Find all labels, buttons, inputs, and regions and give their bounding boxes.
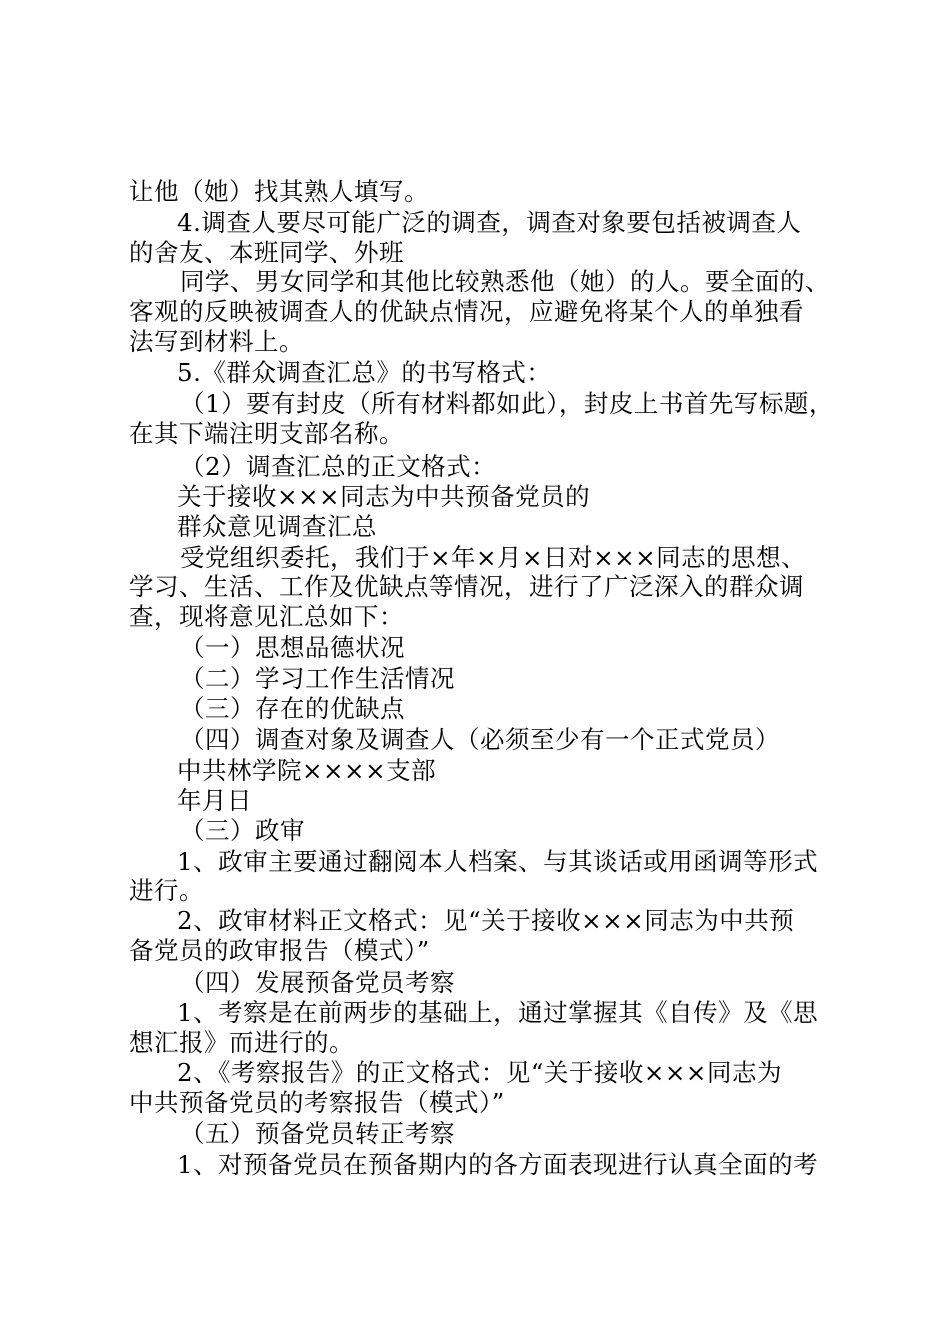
text-line: 2、《考察报告》的正文格式：见“关于接收×××同志为 xyxy=(177,1058,782,1087)
text-line: 1、政审主要通过翻阅本人档案、与其谈话或用函调等形式 xyxy=(177,847,819,876)
text-line: 备党员的政审报告（模式）” xyxy=(129,936,430,965)
text-line: 受党组织委托，我们于×年×月×日对×××同志的思想、 xyxy=(180,543,807,572)
text-line: （2）调查汇总的正文格式： xyxy=(180,452,497,481)
text-line: （三）存在的优缺点 xyxy=(180,694,405,723)
text-line: 2、政审材料正文格式：见“关于接收×××同志为中共预 xyxy=(177,906,795,935)
text-line: （三）政审 xyxy=(180,816,305,845)
text-line: 年月日 xyxy=(177,786,252,815)
text-line: 想汇报》而进行的。 xyxy=(129,1028,354,1057)
text-line: 群众意见调查汇总 xyxy=(177,512,377,541)
text-line: （四）调查对象及调查人（必须至少有一个正式党员） xyxy=(180,725,780,754)
text-line: （1）要有封皮（所有材料都如此），封皮上书首先写标题， xyxy=(180,389,834,418)
text-line: 让他（她）找其熟人填写。 xyxy=(129,177,429,206)
text-line: （一）思想品德状况 xyxy=(180,633,405,662)
text-line: （二）学习工作生活情况 xyxy=(180,664,455,693)
text-line: 客观的反映被调查人的优缺点情况，应避免将某个人的单独看 xyxy=(129,297,804,326)
text-line: 4.调查人要尽可能广泛的调查，调查对象要包括被调查人 xyxy=(177,208,802,237)
text-line: 在其下端注明支部名称。 xyxy=(129,419,404,448)
text-line: 的舍友、本班同学、外班 xyxy=(129,238,404,267)
text-line: 关于接收×××同志为中共预备党员的 xyxy=(177,482,591,511)
text-line: 进行。 xyxy=(129,876,204,905)
text-line: 学习、生活、工作及优缺点等情况，进行了广泛深入的群众调 xyxy=(129,572,804,601)
text-line: （五）预备党员转正考察 xyxy=(180,1119,455,1148)
text-line: 中共林学院××××支部 xyxy=(177,756,437,785)
text-line: （四）发展预备党员考察 xyxy=(180,968,455,997)
text-line: 1、考察是在前两步的基础上，通过掌握其《自传》及《思 xyxy=(177,998,819,1027)
text-line: 5.《群众调查汇总》的书写格式： xyxy=(177,358,552,387)
text-line: 1、对预备党员在预备期内的各方面表现进行认真全面的考 xyxy=(177,1150,819,1179)
text-line: 法写到材料上。 xyxy=(129,327,304,356)
text-line: 中共预备党员的考察报告（模式）” xyxy=(129,1088,505,1117)
text-line: 查，现将意见汇总如下： xyxy=(129,602,404,631)
text-line: 同学、男女同学和其他比较熟悉他（她）的人。要全面的、 xyxy=(180,267,830,296)
